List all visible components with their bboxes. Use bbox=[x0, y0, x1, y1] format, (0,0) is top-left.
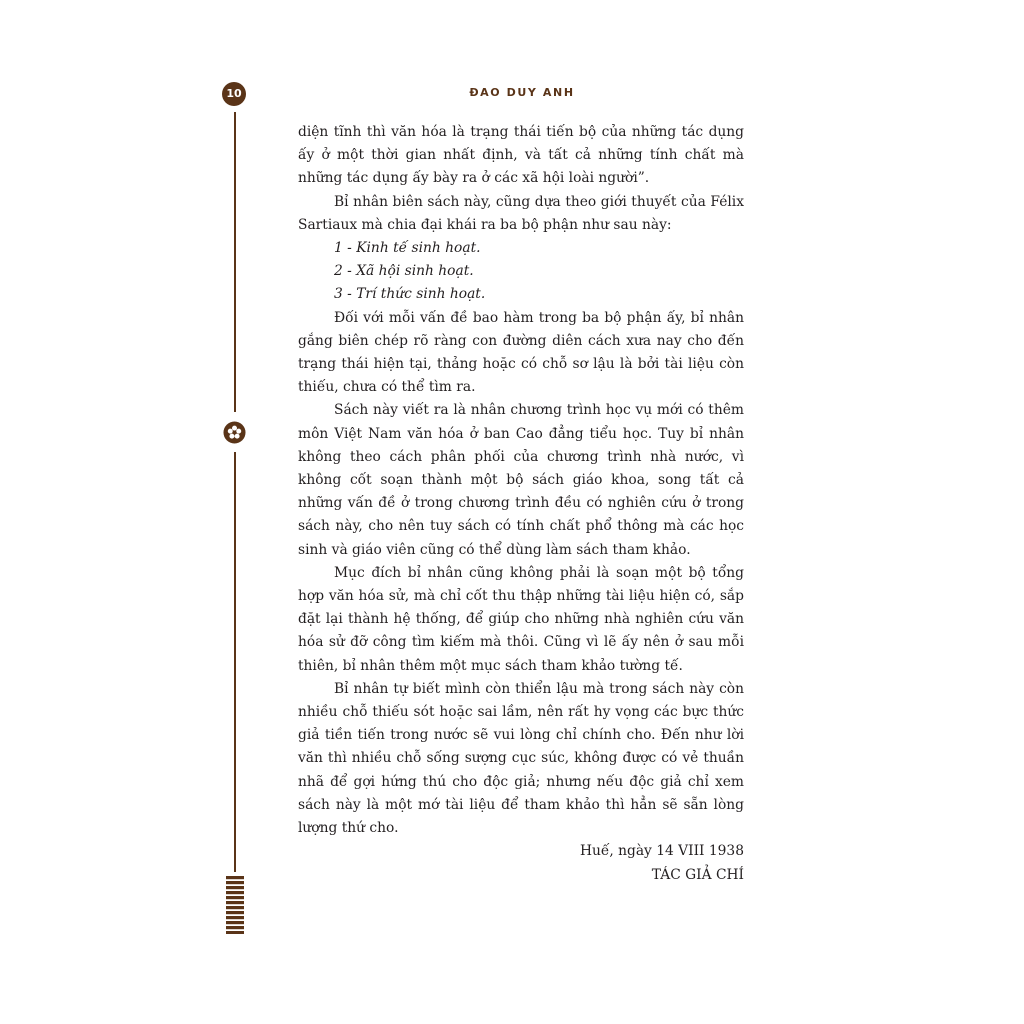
margin-rule-top bbox=[234, 112, 236, 412]
ladder-ornament-icon bbox=[226, 876, 244, 934]
signature: TÁC GIẢ CHÍ bbox=[651, 866, 744, 883]
paragraph-intro: Bỉ nhân biên sách này, cũng dựa theo giới thuyết của Félix Sartiaux mà chia đại khái ra ba bộ phận như sau này: bbox=[298, 193, 744, 233]
paragraph-continuation: diện tĩnh thì văn hóa là trạng thái tiến bộ của những tác dụng ấy ở một thời gian nhất định, và tất cả những tính chất mà những tác dụng ấy bày ra ở các xã hội loài người”. bbox=[298, 124, 744, 187]
list-item: 1 - Kinh tế sinh hoạt. bbox=[334, 240, 481, 257]
body-text bbox=[298, 121, 744, 887]
paragraph-humble: Bỉ nhân tự biết mình còn thiển lậu mà trong sách này còn nhiều chỗ thiếu sót hoặc sai lầm, nên rất hy vọng các bực thức giả tiền tiến trong nước sẽ vui lòng chỉ chính cho. Đến như lời văn thì nhiều chỗ sống sượng cục súc, không được có vẻ thuần nhã để gợi hứng thú cho độc giả; nhưng nếu độc giả chỉ xem sách này là một mớ tài liệu để tham khảo thì hẳn sẽ sẵn lòng lượng thứ cho. bbox=[298, 680, 744, 837]
list-item: 3 - Trí thức sinh hoạt. bbox=[334, 286, 486, 303]
paragraph-purpose: Mục đích bỉ nhân cũng không phải là soạn một bộ tổng hợp văn hóa sử, mà chỉ cốt thu thập những tài liệu hiện có, sắp đặt lại thành hệ thống, để giúp cho những nhà nghiên cứu văn hóa sử đỡ công tìm kiếm mà thôi. Cũng vì lẽ ấy nên ở sau mỗi thiên, bỉ nhân thêm một mục sách tham khảo tường tế. bbox=[298, 564, 744, 674]
flower-ornament-icon bbox=[223, 421, 246, 444]
page-number: 10 bbox=[222, 82, 246, 106]
list-item: 2 - Xã hội sinh hoạt. bbox=[334, 263, 474, 280]
paragraph-each-problem: Đối với mỗi vấn đề bao hàm trong ba bộ phận ấy, bỉ nhân gắng biên chép rõ ràng con đường diên cách xưa nay cho đến trạng thái hiện tại, thảng hoặc có chỗ sơ lậu là bởi tài liệu còn thiếu, chưa có thể tìm ra. bbox=[298, 309, 744, 396]
margin-rule-bottom bbox=[234, 452, 236, 872]
paragraph-book-origin: Sách này viết ra là nhân chương trình học vụ mới có thêm môn Việt Nam văn hóa ở ban Cao đẳng tiểu học. Tuy bỉ nhân không theo cách phân phối của chương trình nhà nước, vì không cốt soạn thành một bộ sách giáo khoa, song tất cả những vấn đề ở trong chương trình đều có nghiên cứu ở trong sách này, cho nên tuy sách có tính chất phổ thông mà các học sinh và giáo viên cũng có thể dùng làm sách tham khảo. bbox=[298, 402, 744, 558]
running-title: ĐAO DUY ANH bbox=[469, 86, 575, 99]
date-line: Huế, ngày 14 VIII 1938 bbox=[579, 843, 744, 860]
